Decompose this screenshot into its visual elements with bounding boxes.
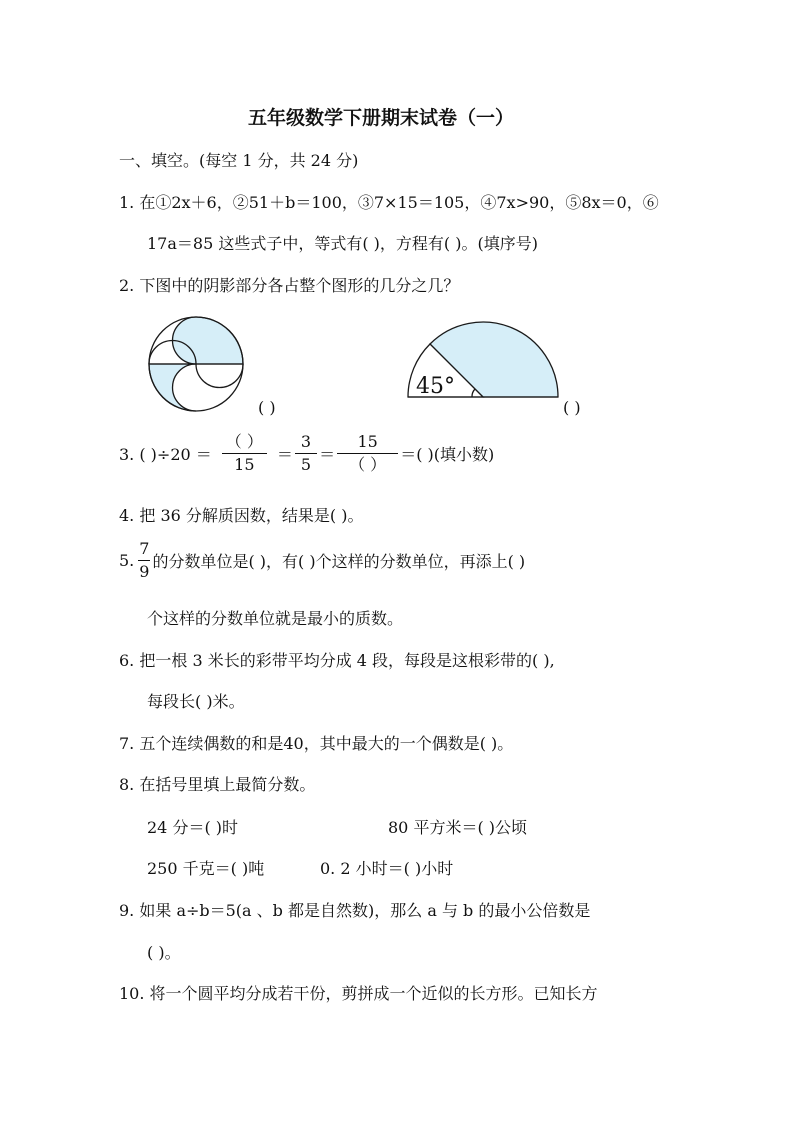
circle-swirl-arc-2 xyxy=(196,364,243,387)
fraction-2-denominator: 5 xyxy=(295,453,317,473)
question-8-item-d: 0. 2 小时＝( )小时 xyxy=(320,859,454,878)
question-5-number: 5. xyxy=(119,551,135,570)
question-6-line-2: 每段长( )米。 xyxy=(147,692,245,711)
question-3-suffix: ＝( )(填小数) xyxy=(400,445,495,464)
semicircle-figure xyxy=(406,322,562,402)
question-3-fraction-2 xyxy=(295,434,317,473)
question-8-item-c: 250 千克＝( )吨 xyxy=(147,859,265,878)
question-1-line-2: 17a＝85 这些式子中，等式有( )，方程有( )。(填序号) xyxy=(147,234,538,253)
question-9-line-2: ( )。 xyxy=(147,943,181,962)
angle-label: 45° xyxy=(416,374,455,399)
question-3-prefix: 3. ( )÷20 ＝ xyxy=(119,445,212,464)
question-2-blank-left: ( ) xyxy=(258,398,276,417)
question-5-line-1: 的分数单位是( )，有( )个这样的分数单位，再添上( ) xyxy=(152,552,526,571)
fraction-3-numerator: 15 xyxy=(357,432,378,451)
fraction-1-denominator: 15 xyxy=(222,453,266,473)
question-8-item-a: 24 分＝( )时 xyxy=(147,818,239,837)
question-5-fraction xyxy=(138,541,150,580)
question-1-line-1: 1. 在①2x＋6，②51＋b＝100，③7×15＝105，④7x>90，⑤8x＝0，⑥ xyxy=(119,193,659,212)
question-2-blank-right: ( ) xyxy=(563,398,581,417)
circle-figure xyxy=(148,316,248,412)
fraction-1-numerator: （ ） xyxy=(225,432,263,451)
question-3-fraction-1 xyxy=(214,434,275,473)
question-8-text: 8. 在括号里填上最简分数。 xyxy=(119,775,316,794)
equals-sign-2: ＝ xyxy=(319,445,336,464)
question-3-row xyxy=(119,434,494,473)
question-5-row xyxy=(119,541,525,580)
fraction-denominator: 9 xyxy=(139,562,150,581)
question-5-line-2: 个这样的分数单位就是最小的质数。 xyxy=(147,609,404,628)
question-7: 7. 五个连续偶数的和是40，其中最大的一个偶数是( )。 xyxy=(119,734,514,753)
question-9-line-1: 9. 如果 a÷b＝5(a 、b 都是自然数)，那么 a 与 b 的最小公倍数是 xyxy=(119,901,591,920)
equals-sign-1: ＝ xyxy=(276,445,293,464)
fraction-3-denominator: （ ） xyxy=(337,453,398,473)
question-8-item-b: 80 平方米＝( )公顷 xyxy=(388,818,528,837)
page-title: 五年级数学下册期末试卷（一） xyxy=(248,107,515,129)
question-4: 4. 把 36 分解质因数，结果是( )。 xyxy=(119,506,364,525)
circle-shaded-lobe-bottom xyxy=(149,364,196,411)
fraction-numerator: 7 xyxy=(139,539,150,558)
question-10: 10. 将一个圆平均分成若干份，剪拼成一个近似的长方形。已知长方 xyxy=(119,984,598,1003)
circle-shaded-lobe-top xyxy=(173,317,244,364)
section-heading: 一、填空。(每空 1 分，共 24 分) xyxy=(119,151,359,170)
question-2-text: 2. 下图中的阴影部分各占整个图形的几分之几？ xyxy=(119,276,460,295)
question-3-fraction-3 xyxy=(337,434,398,473)
question-6-line-1: 6. 把一根 3 米长的彩带平均分成 4 段，每段是这根彩带的( ), xyxy=(119,651,555,670)
fraction-2-numerator: 3 xyxy=(300,432,312,451)
